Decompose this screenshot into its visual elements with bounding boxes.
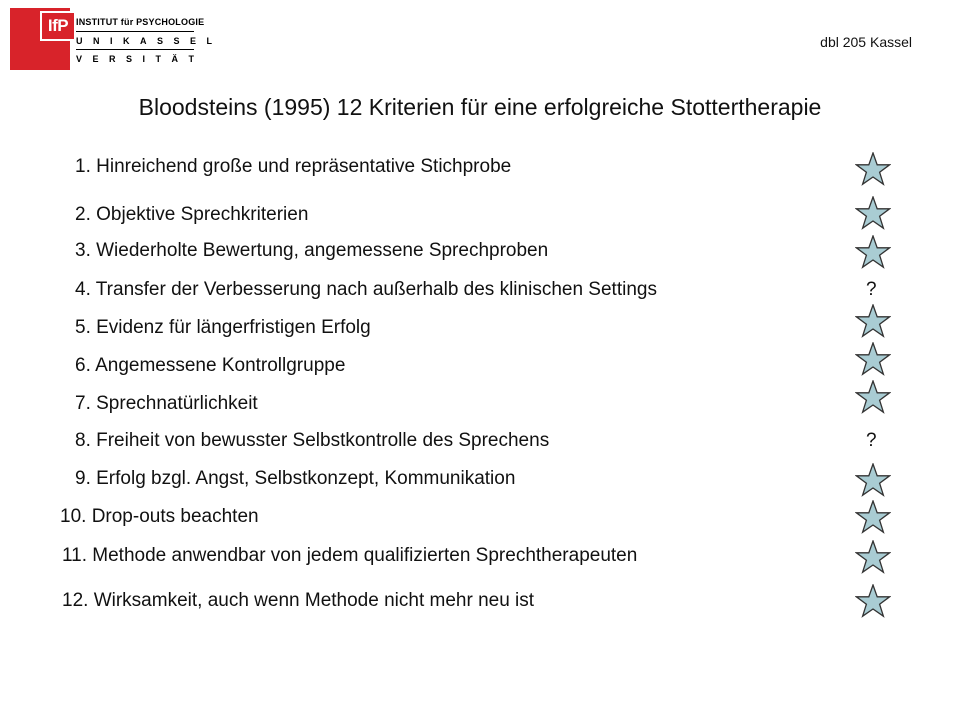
- logo-badge: IfP: [40, 11, 76, 41]
- criterion-6: 6. Angemessene Kontrollgruppe: [75, 355, 346, 376]
- question-mark-8: ?: [866, 430, 877, 451]
- criterion-3: 3. Wiederholte Bewertung, angemessene Sprechproben: [75, 240, 549, 261]
- criterion-9: 9. Erfolg bzgl. Angst, Selbstkonzept, Kommunikation: [75, 468, 516, 489]
- star-icon: [855, 304, 891, 338]
- page-title: Bloodsteins (1995) 12 Kriterien für eine erfolgreiche Stottertherapie: [138, 94, 822, 120]
- star-icon: [855, 584, 891, 618]
- star-icon: [855, 235, 891, 269]
- criterion-12: 12. Wirksamkeit, auch wenn Methode nicht mehr neu ist: [62, 590, 535, 611]
- star-icon: [855, 342, 891, 376]
- logo-versitaet-text: VERSITÄT: [76, 54, 205, 64]
- criterion-4: 4. Transfer der Verbesserung nach außerhalb des klinischen Settings: [75, 279, 657, 300]
- criterion-8: 8. Freiheit von bewusster Selbstkontrolle des Sprechens: [75, 430, 550, 451]
- criterion-10: 10. Drop-outs beachten: [60, 506, 259, 527]
- logo-institute-text: INSTITUT für PSYCHOLOGIE: [76, 17, 205, 27]
- logo-divider: [76, 49, 194, 50]
- criterion-11: 11. Methode anwendbar von jedem qualifizierten Sprechtherapeuten: [62, 545, 638, 566]
- criterion-5: 5. Evidenz für längerfristigen Erfolg: [75, 317, 371, 338]
- question-mark-4: ?: [866, 279, 877, 300]
- ifp-logo: [10, 8, 223, 72]
- star-icon: [855, 196, 891, 230]
- star-icon: [855, 380, 891, 414]
- star-icon: [855, 463, 891, 497]
- criterion-1: 1. Hinreichend große und repräsentative Stichprobe: [75, 156, 512, 177]
- star-icon: [855, 540, 891, 574]
- logo-uni-text: UNIKASSEL: [76, 36, 223, 46]
- criterion-2: 2. Objektive Sprechkriterien: [75, 204, 309, 225]
- star-icon: [855, 500, 891, 534]
- logo-divider: [76, 31, 194, 32]
- star-icon: [855, 152, 891, 186]
- criterion-7: 7. Sprechnatürlichkeit: [75, 393, 258, 414]
- course-label: dbl 205 Kassel: [820, 34, 912, 50]
